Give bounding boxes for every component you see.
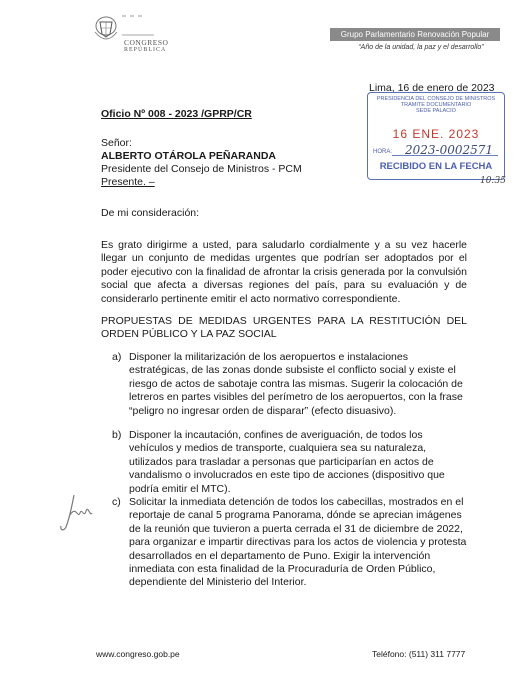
- proposals-heading: PROPUESTAS DE MEDIDAS URGENTES PARA LA RESTITUCIÓN DEL ORDEN PÚBLICO Y LA PAZ SOCIAL: [101, 315, 467, 341]
- stamp-received-label: RECIBIDO EN LA FECHA: [379, 161, 493, 172]
- recipient-title: Presidente del Consejo de Ministros - PCM: [101, 163, 302, 175]
- stamp-location: SEDE PALACIO: [416, 108, 456, 114]
- footer-phone: Teléfono: (511) 311 7777: [372, 649, 466, 659]
- recipient-name: ALBERTO OTÁROLA PEÑARANDA: [101, 150, 276, 162]
- stamp-date: 16 ENE. 2023: [392, 127, 480, 141]
- logo-text-republica: REPÚBLICA: [124, 47, 167, 53]
- greeting: De mi consideración:: [101, 207, 200, 219]
- stamp-hora-label: HORA:: [373, 149, 393, 155]
- reception-stamp: [367, 92, 505, 180]
- list-item-text: Solicitar la inmediata detención de todos los cabecillas, mostrados en el reportaje de canal 5 programa Panorama, dónde se aprecian imágenes de la reunión que tuvieron a puerta cerrada el 31 de diciembre de 2022, para organizar e impartir directivas para los actos de violencia y protesta desarrollados en el departamento de Puno. Exigir la intervención inmediata con esta finalidad de la Procuraduría de Orden Público, dependiente del Ministerio del Interior.: [129, 496, 467, 589]
- footer-website: www.congreso.gob.pe: [96, 649, 180, 659]
- group-name-band: Grupo Parlamentario Renovación Popular: [330, 28, 500, 41]
- list-item-label: c): [112, 496, 121, 508]
- logo-text-congreso: CONGRESO: [124, 38, 169, 47]
- stamp-underline: [392, 155, 498, 156]
- list-item-label: a): [112, 351, 122, 363]
- handwritten-initials: [56, 491, 96, 535]
- handwritten-time: 10:35: [480, 176, 506, 186]
- salutation: Señor:: [101, 137, 132, 149]
- body-paragraph: Es grato dirigirme a usted, para saludarlo cordialmente y a su vez hacerle llegar un conjunto de medidas urgentes que podrían ser adoptados por el poder ejecutivo con la finalidad de afrontar la crisis generada por la convulsión social que afecta a diversas regiones del país, para su evaluación y de considerarlo pertinente emitir el acto normativo correspondiente.: [101, 239, 467, 305]
- stamp-office: TRAMITE DOCUMENTARIO: [400, 102, 472, 108]
- list-item-label: b): [112, 429, 122, 441]
- year-motto: “Año de la unidad, la paz y el desarrollo”: [358, 44, 484, 51]
- list-item-text: Disponer la incautación, confines de averiguación, de todos los vehículos y medios de transporte, cualquiera sea su naturaleza, utilizados para trasladar a personas que participarían en actos de vandalismo o involucrados en este tipo de acciones (dispositivo que podría emitir el MTC).: [129, 429, 445, 495]
- document-reference: Oficio Nº 008 - 2023 /GPRP/CR: [101, 108, 252, 120]
- letter-date: Lima, 16 de enero de 2023: [369, 82, 495, 94]
- stamp-institution: PRESIDENCIA DEL CONSEJO DE MINISTROS: [376, 96, 496, 102]
- presente-line: Presente. –: [101, 176, 155, 188]
- list-item-text: Disponer la militarización de los aeropuertos e instalaciones estratégicas, de las zonas donde subsiste el conflicto social y existe el riesgo de actos de sabotaje contra las mismas. Sugerir la colocación de letreros en partes visibles del perímetro de los aeropuertos, con la frase “peligro no ingresar orden de disparar” (efecto disuasivo).: [129, 351, 463, 417]
- stamp-registration-number: 2023-0002571: [405, 143, 494, 157]
